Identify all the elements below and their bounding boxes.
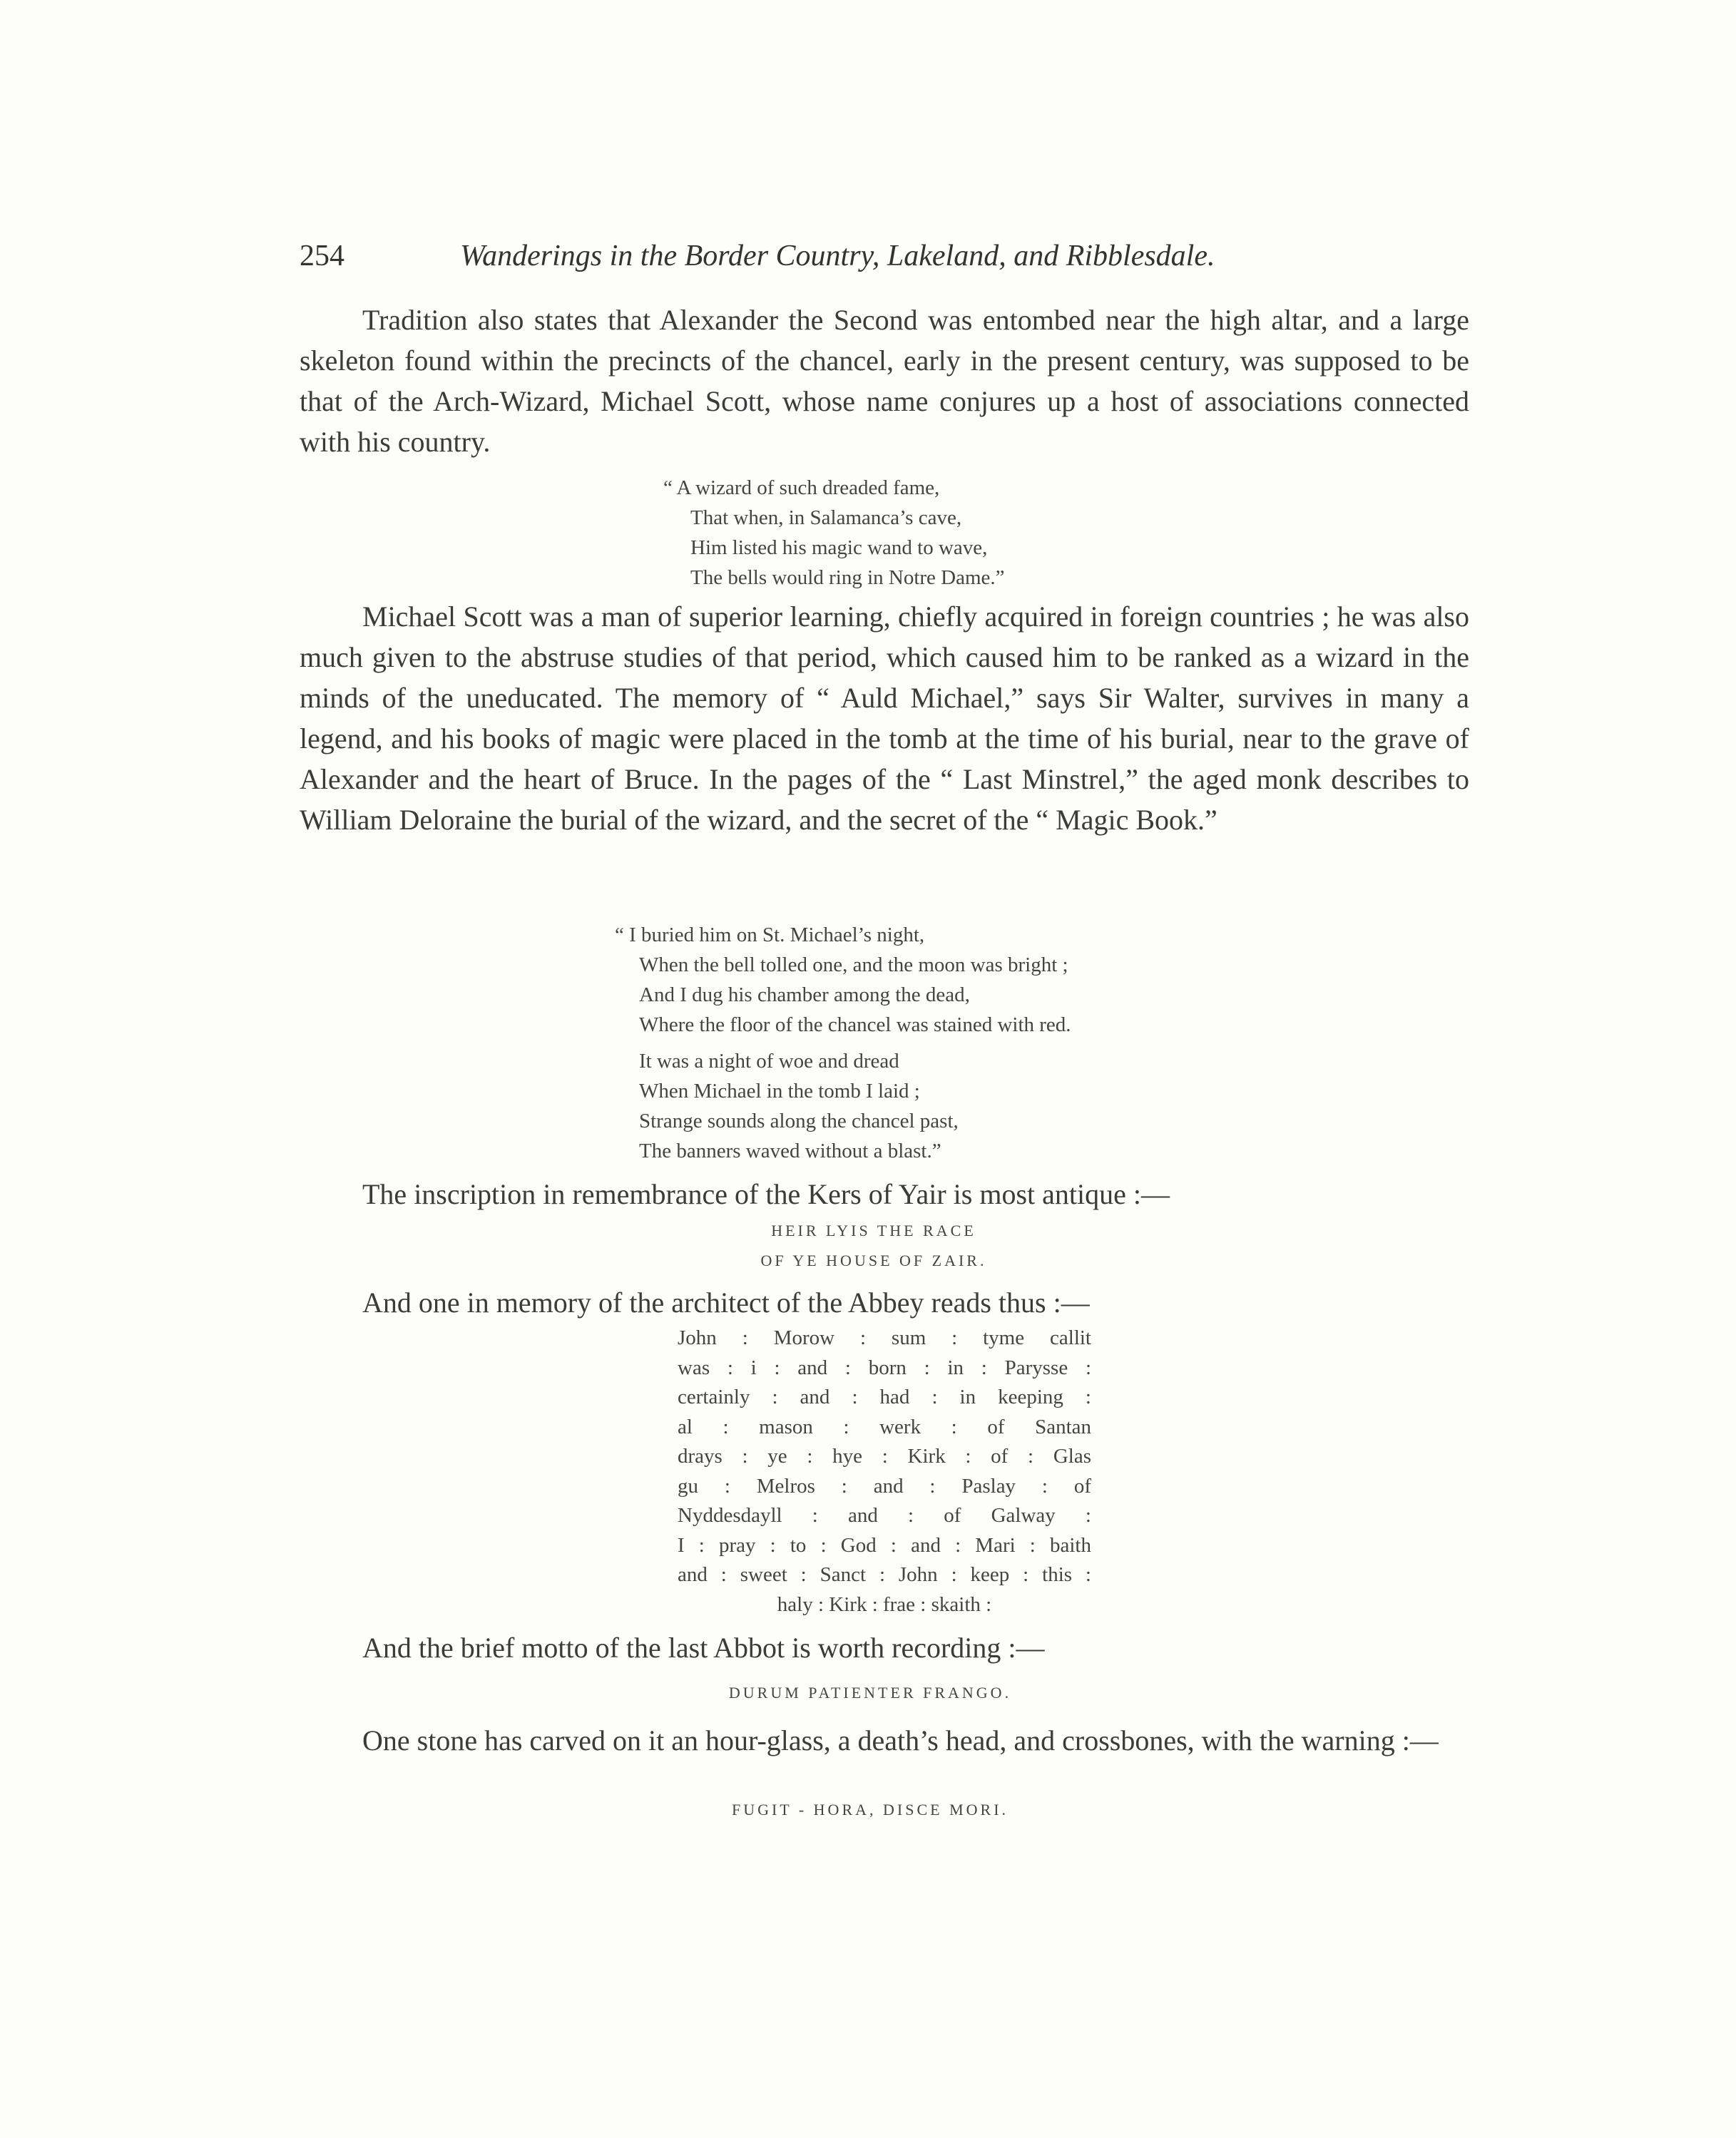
verse-line: “ A wizard of such dreaded fame,: [663, 476, 940, 499]
page-header: [300, 239, 1327, 282]
verse-line: When Michael in the tomb I laid ;: [639, 1080, 920, 1103]
verse-line: It was a night of woe and dread: [639, 1050, 899, 1073]
verse-line: Strange sounds along the chancel past,: [639, 1110, 959, 1132]
verse-line: Him listed his magic wand to wave,: [690, 536, 988, 559]
verse-line: When the bell tolled one, and the moon was bright ;: [639, 953, 1068, 976]
inscription-line: al : mason : werk : of Santan: [678, 1415, 1091, 1438]
verse-line: “ I buried him on St. Michael’s night,: [615, 924, 925, 946]
inscription-line: and : sweet : Sanct : John : keep : this :: [678, 1563, 1091, 1586]
page-number: 254: [300, 240, 344, 272]
verse-line: Where the floor of the chancel was stained with red.: [639, 1013, 1071, 1036]
verse-line: That when, in Salamanca’s cave,: [690, 506, 962, 529]
verse-line: And I dug his chamber among the dead,: [639, 983, 970, 1006]
verse-line: The banners waved without a blast.”: [639, 1140, 941, 1162]
verse-wizard: [663, 473, 1005, 593]
inscription-line: John : Morow : sum : tyme callit: [678, 1326, 1091, 1349]
inscription-line: was : i : and : born : in : Parysse :: [678, 1356, 1091, 1379]
paragraph-michael-scott: Michael Scott was a man of superior learning, chiefly acquired in foreign countries ; he was also much given to the abstruse studies of that period, which caused him to be ranked as a wizard in the minds of the uneducated. The memory of “ Auld Michael,” says Sir Walter, survives in many a legend, and his books of magic were placed in the tomb at the time of his burial, near to the grave of Alexander and the heart of Bruce. In the pages of the “ Last Minstrel,” the aged monk describes to William Deloraine the burial of the wizard, and the secret of the “ Magic Book.”: [300, 600, 1469, 836]
paragraph-abbot-motto: And the brief motto of the last Abbot is worth recording :—: [362, 1632, 1045, 1664]
paragraph-hour-glass: One stone has carved on it an hour-glass, a death’s head, and crossbones, with the warning :—: [362, 1724, 1439, 1756]
inscription-line: gu : Melros : and : Paslay : of: [678, 1474, 1091, 1498]
inscription-line: drays : ye : hye : Kirk : of : Glas: [678, 1445, 1091, 1468]
running-title: Wanderings in the Border Country, Lakeland, and Ribblesdale.: [460, 240, 1215, 272]
verse-line: The bells would ring in Notre Dame.”: [690, 566, 1005, 589]
warning-inscription: FUGIT - HORA, DISCE MORI.: [731, 1801, 1009, 1819]
kers-inscription-line-1: HEIR LYIS THE RACE: [771, 1222, 976, 1239]
abbot-motto: DURUM PATIENTER FRANGO.: [728, 1684, 1012, 1702]
inscription-line: Nyddesdayll : and : of Galway :: [678, 1504, 1091, 1527]
architect-inscription: [678, 1324, 1091, 1620]
inscription-line: certainly : and : had : in keeping :: [678, 1386, 1091, 1408]
inscription-line: I : pray : to : God : and : Mari : baith: [678, 1533, 1091, 1557]
inscription-line: haly : Kirk : frae : skaith :: [777, 1592, 992, 1616]
paragraph-alexander: Tradition also states that Alexander the Second was entombed near the high altar, and a large skeleton found within the precincts of the chancel, early in the present century, was supposed to be that of the Arch-Wizard, Michael Scott, whose name conjures up a host of associations connected with his country.: [300, 304, 1469, 458]
paragraph-kers-of-yair: The inscription in remembrance of the Kers of Yair is most antique :—: [362, 1178, 1170, 1210]
kers-inscription-line-2: OF YE HOUSE OF ZAIR.: [760, 1252, 987, 1269]
verse-burial-2: [639, 1046, 959, 1166]
verse-burial-1: [615, 920, 1071, 1040]
paragraph-architect: And one in memory of the architect of the Abbey reads thus :—: [362, 1287, 1090, 1319]
